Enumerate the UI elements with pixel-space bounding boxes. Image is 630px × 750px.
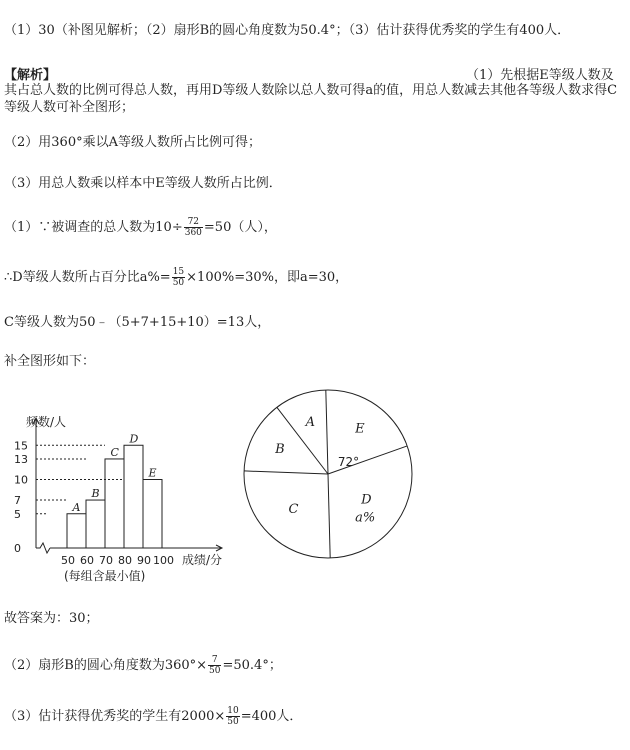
- bar-label: D: [129, 432, 139, 446]
- x-tick-label: 90: [137, 554, 151, 567]
- final-3-pre: （3）估计获得优秀奖的学生有2000×: [4, 709, 226, 724]
- fraction-72-360: [184, 217, 203, 238]
- x-tick-label: 70: [99, 554, 113, 567]
- final-2-pre: （2）扇形B的圆心角度数为360°×: [4, 658, 208, 673]
- x-tick-label: 100: [153, 554, 174, 567]
- analysis-step3: （3）用总人数乘以样本中E等级人数所占比例．: [4, 176, 282, 191]
- final-answer-1: 故答案为：30；: [4, 611, 99, 626]
- y-tick-label: 13: [14, 452, 28, 466]
- x-axis-label: 成绩/分: [182, 553, 223, 567]
- final-answer-2: [4, 655, 282, 676]
- bar-A: [67, 514, 86, 548]
- analysis-heading: 【解析】: [4, 68, 57, 83]
- fraction-numerator: 15: [172, 267, 185, 277]
- fraction-denominator: 360: [184, 228, 202, 238]
- bar-E: [143, 480, 162, 549]
- slice-label-C: C: [288, 502, 299, 518]
- bar-label: B: [91, 487, 100, 501]
- bar-C: [105, 459, 124, 548]
- solution-step2-post: ×100%=30%，即a=30，: [186, 270, 349, 285]
- y-axis-label: 频数/人: [26, 415, 67, 429]
- axis-break: [36, 543, 50, 553]
- solution-step2-pre: ∴D等级人数所占百分比a%=: [4, 270, 171, 285]
- x-tick-label: 50: [61, 554, 75, 567]
- bar-B: [86, 500, 105, 548]
- analysis-step2: （2）用360°乘以A等级人数所占比例可得；: [4, 135, 261, 150]
- pie-chart: [238, 386, 428, 566]
- e-angle-label: 72°: [337, 454, 360, 469]
- fraction-numerator: 72: [184, 217, 203, 228]
- histogram-chart: [0, 400, 240, 590]
- final-2-post: =50.4°；: [222, 658, 282, 673]
- y-tick-label: 10: [14, 473, 28, 487]
- solution-step3: C等级人数为50﹣（5+7+15+10）=13人，: [4, 315, 271, 330]
- solution-step1-pre: （1）∵被调查的总人数为10÷: [4, 220, 183, 235]
- solution-step2: [4, 267, 348, 288]
- d-percent-label: a%: [355, 510, 376, 526]
- x-tick-label: 80: [118, 554, 132, 567]
- final-answer-3: [4, 706, 302, 727]
- slice-label-D: D: [361, 492, 372, 508]
- answer-summary: （1）30（补图见解析；（2）扇形B的圆心角度数为50.4°；（3）估计获得优秀奖的学生有400人．: [4, 23, 571, 38]
- bar-label: A: [72, 500, 81, 514]
- fraction-7-50: [208, 655, 221, 676]
- y-tick-label: 0: [14, 542, 21, 555]
- fraction-15-50: [172, 267, 185, 288]
- final-3-post: =400人．: [240, 709, 303, 724]
- fraction-numerator: 7: [208, 655, 221, 666]
- fraction-denominator: 50: [209, 666, 221, 676]
- bar-D: [124, 445, 143, 548]
- y-tick-label: 5: [14, 507, 21, 521]
- slice-label-E: E: [355, 421, 365, 437]
- fraction-denominator: 50: [227, 717, 239, 727]
- solution-step1-post: =50（人），: [203, 220, 277, 235]
- solution-step4: 补全图形如下：: [4, 354, 96, 369]
- bar-label: E: [148, 466, 157, 480]
- fraction-10-50: [226, 706, 239, 727]
- bar-label: C: [110, 445, 119, 459]
- analysis-intro-rest: 其占总人数的比例可得总人数，再用D等级人数除以总人数可得a的值，用总人数减去其他各等级人数求得C等级人数可补全图形；: [4, 83, 618, 115]
- slice-label-A: A: [305, 415, 316, 431]
- fraction-denominator: 50: [172, 278, 185, 288]
- fraction-numerator: 10: [227, 706, 239, 716]
- analysis-intro-right: （1）先根据E等级人数及: [466, 68, 614, 83]
- slice-label-B: B: [275, 441, 285, 457]
- y-tick-label: 15: [14, 439, 28, 453]
- x-tick-label: 60: [80, 554, 94, 567]
- solution-step1: [4, 217, 277, 238]
- y-tick-label: 7: [14, 494, 21, 508]
- x-axis-note: (每组含最小值): [64, 569, 146, 583]
